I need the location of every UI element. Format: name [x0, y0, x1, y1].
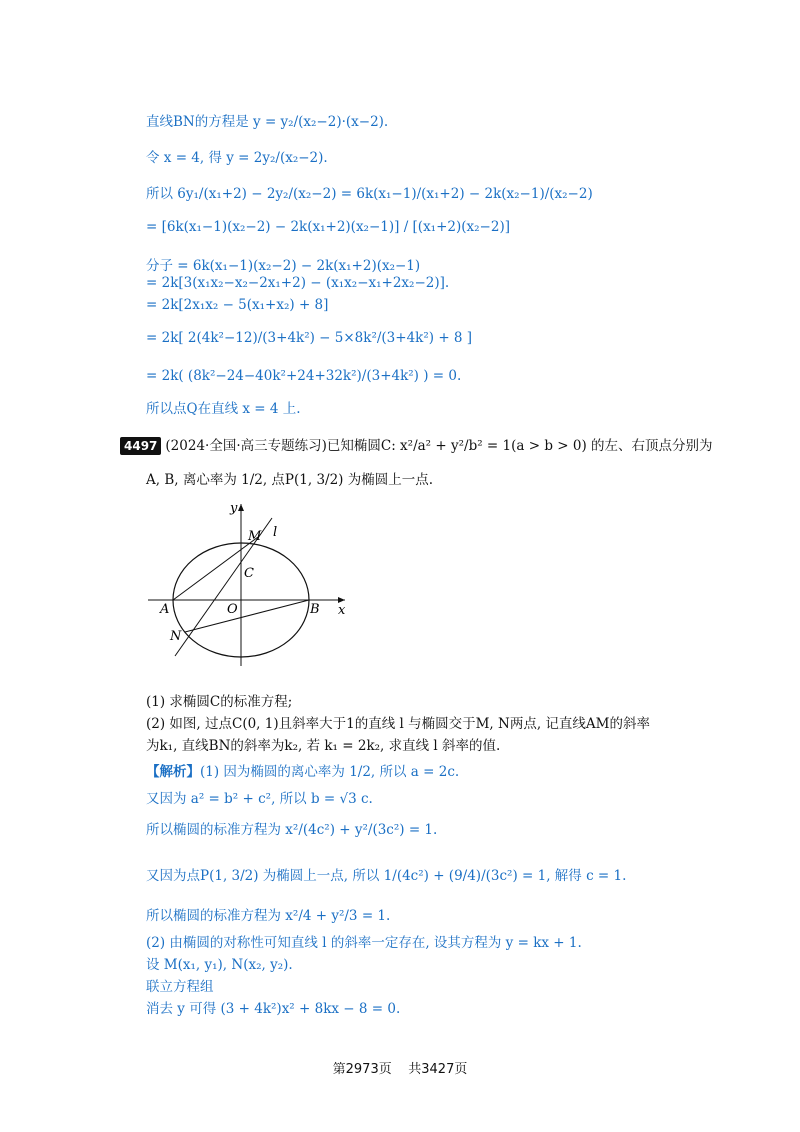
solution-first-line — [146, 760, 459, 780]
solution-line: 所以椭圆的标准方程为 x²/4 + y²/3 = 1. — [146, 908, 391, 924]
solution-line: (1) 因为椭圆的离心率为 1/2, 所以 a = 2c. — [200, 764, 460, 780]
solution-tag: 【解析】 — [146, 764, 200, 780]
solution-line: = 2k[2x₁x₂ − 5(x₁+x₂) + 8] — [146, 297, 329, 313]
question-2-line2: 为k₁, 直线BN的斜率为k₂, 若 k₁ = 2k₂, 求直线 l 斜率的值. — [146, 738, 501, 754]
problem-stem: 已知椭圆C: x²/a² + y²/b² = 1(a > b > 0) 的左、右顶点分别为 — [326, 438, 713, 454]
label-b: B — [310, 602, 320, 617]
label-o: O — [227, 602, 238, 617]
question-1: (1) 求椭圆C的标准方程; — [146, 694, 293, 710]
problem-header — [120, 434, 713, 455]
solution-line: (2) 由椭圆的对称性可知直线 l 的斜率一定存在, 设其方程为 y = kx + 1. — [146, 935, 582, 951]
ellipse-figure — [140, 498, 360, 668]
problem-source: (2024·全国·高三专题练习) — [165, 438, 327, 454]
solution-line: 令 x = 4, 得 y = 2y₂/(x₂−2). — [146, 150, 328, 166]
solution-line: = 2k[ 2(4k²−12)/(3+4k²) − 5×8k²/(3+4k²) + 8 ] — [146, 330, 473, 346]
solution-line: 直线BN的方程是 y = y₂/(x₂−2)·(x−2). — [146, 114, 389, 130]
label-y: y — [230, 501, 238, 516]
solution-line: = 2k[3(x₁x₂−x₂−2x₁+2) − (x₁x₂−x₁+2x₂−2)]. — [146, 275, 450, 291]
solution-line: 联立方程组 — [146, 979, 214, 995]
problem-number-badge: 4497 — [120, 437, 161, 455]
solution-line: 所以点Q在直线 x = 4 上. — [146, 401, 301, 417]
solution-line: = [6k(x₁−1)(x₂−2) − 2k(x₁+2)(x₂−1)] / [(x₁+2)(x₂−2)] — [146, 219, 510, 235]
solution-line: 设 M(x₁, y₁), N(x₂, y₂). — [146, 957, 293, 973]
page-number: 第2973页 — [332, 1062, 392, 1077]
label-n: N — [170, 629, 182, 644]
solution-line: 所以 6y₁/(x₁+2) − 2y₂/(x₂−2) = 6k(x₁−1)/(x₁+2) − 2k(x₂−1)/(x₂−2) — [146, 186, 593, 202]
label-m: M — [248, 529, 262, 544]
label-c: C — [244, 566, 254, 581]
solution-line: 又因为点P(1, 3/2) 为椭圆上一点, 所以 1/(4c²) + (9/4)/(3c²) = 1, 解得 c = 1. — [146, 868, 627, 884]
page-total: 共3427页 — [408, 1062, 468, 1077]
label-a: A — [160, 602, 170, 617]
page-footer — [0, 1058, 800, 1077]
solution-line: 分子 = 6k(x₁−1)(x₂−2) − 2k(x₁+2)(x₂−1) — [146, 258, 421, 274]
solution-line: 又因为 a² = b² + c², 所以 b = √3 c. — [146, 791, 373, 807]
y-axis-arrow — [238, 504, 244, 511]
solution-line: 消去 y 可得 (3 + 4k²)x² + 8kx − 8 = 0. — [146, 1001, 401, 1017]
label-l: l — [273, 525, 278, 540]
question-2-line1: (2) 如图, 过点C(0, 1)且斜率大于1的直线 l 与椭圆交于M, N两点, 记直线AM的斜率 — [146, 716, 650, 732]
solution-line: 所以椭圆的标准方程为 x²/(4c²) + y²/(3c²) = 1. — [146, 822, 438, 838]
label-x: x — [338, 603, 346, 618]
problem-stem-line2: A, B, 离心率为 1/2, 点P(1, 3/2) 为椭圆上一点. — [146, 472, 434, 488]
solution-line: = 2k( (8k²−24−40k²+24+32k²)/(3+4k²) ) = 0. — [146, 368, 462, 384]
